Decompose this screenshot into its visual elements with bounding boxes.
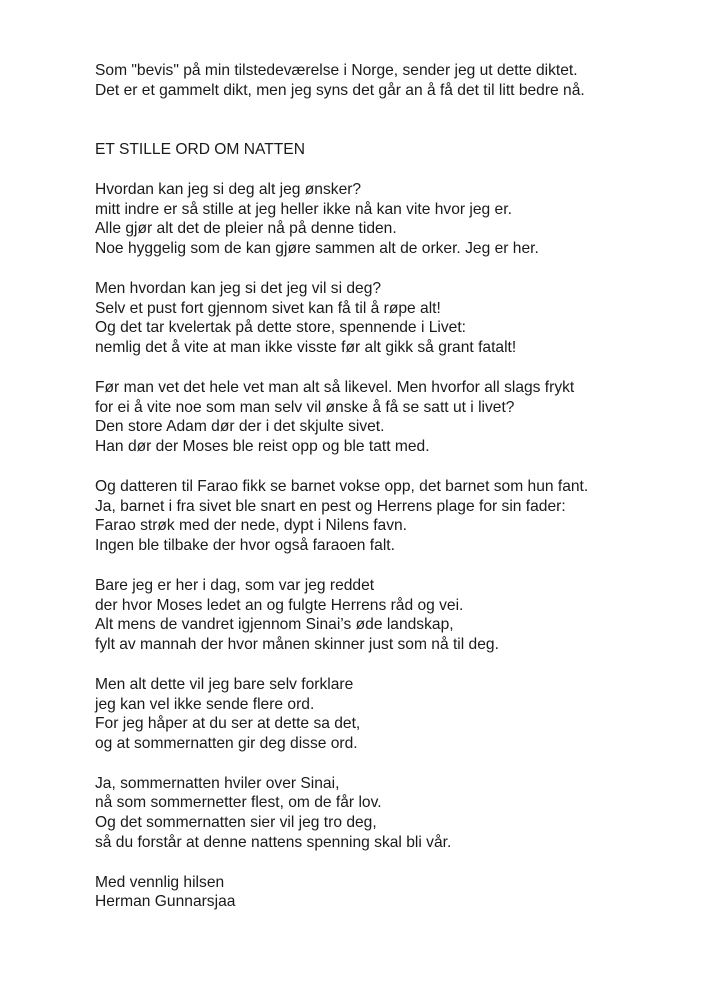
document-page [95, 61, 695, 912]
poem-line: Før man vet det hele vet man alt så likevel. Men hvorfor all slags frykt [95, 378, 575, 396]
stanza-2 [95, 279, 695, 358]
poem-line: Farao strøk med der nede, dypt i Nilens favn. [95, 517, 408, 535]
poem-line: Ingen ble tilbake der hvor også faraoen falt. [95, 537, 395, 555]
poem-line: For jeg håper at du ser at dette sa det, [95, 715, 361, 733]
poem-line: for ei å vite noe som man selv vil ønske å få se satt ut i livet? [95, 398, 515, 416]
signoff: Med vennlig hilsen [95, 873, 225, 891]
poem-line: og at sommernatten gir deg disse ord. [95, 735, 358, 753]
poem-line: nå som sommernetter flest, om de får lov. [95, 794, 382, 812]
poem-line: Og det sommernatten sier vil jeg tro deg, [95, 814, 377, 832]
stanza-5 [95, 576, 695, 655]
poem-line: Og datteren til Farao fikk se barnet vokse opp, det barnet som hun fant. [95, 477, 589, 495]
poem-line: Noe hyggelig som de kan gjøre sammen alt de orker. Jeg er her. [95, 240, 539, 258]
poem-line: Bare jeg er her i dag, som var jeg reddet [95, 576, 375, 594]
poem-line: Hvordan kan jeg si deg alt jeg ønsker? [95, 180, 362, 198]
poem-line: Selv et pust fort gjennom sivet kan få til å røpe alt! [95, 299, 441, 317]
poem-line: Han dør der Moses ble reist opp og ble tatt med. [95, 438, 430, 456]
poem-line: nemlig det å vite at man ikke visste før alt gikk så grant fatalt! [95, 339, 517, 357]
intro-line: Som "bevis" på min tilstedeværelse i Norge, sender jeg ut dette diktet. [95, 62, 578, 79]
poem-line: Den store Adam dør der i det skjulte sivet. [95, 418, 385, 436]
intro-line: Det er et gammelt dikt, men jeg syns det går an å få det til litt bedre nå. [95, 81, 585, 99]
poem-line: mitt indre er så stille at jeg heller ikke nå kan vite hvor jeg er. [95, 200, 512, 218]
poem-line: Men hvordan kan jeg si det jeg vil si deg? [95, 279, 382, 297]
poem-line: Men alt dette vil jeg bare selv forklare [95, 675, 354, 693]
poem-line: Og det tar kvelertak på dette store, spennende i Livet: [95, 319, 467, 337]
poem-line: Alt mens de vandret igjennom Sinai’s øde landskap, [95, 616, 454, 634]
stanza-3 [95, 378, 695, 457]
poem-line: så du forstår at denne nattens spenning skal bli vår. [95, 834, 452, 852]
stanza-1 [95, 180, 695, 259]
poem-line: fylt av mannah der hvor månen skinner just som nå til deg. [95, 636, 499, 654]
intro-paragraph [95, 61, 695, 101]
poem-line: Alle gjør alt det de pleier nå på denne tiden. [95, 220, 397, 238]
poem-line: jeg kan vel ikke sende flere ord. [95, 695, 315, 713]
poem-line: der hvor Moses ledet an og fulgte Herrens råd og vei. [95, 596, 464, 614]
poem-line: Ja, barnet i fra sivet ble snart en pest og Herrens plage for sin fader: [95, 497, 566, 515]
poem-title: ET STILLE ORD OM NATTEN [95, 141, 305, 159]
poem-line: Ja, sommernatten hviler over Sinai, [95, 774, 340, 792]
closing [95, 873, 695, 913]
stanza-7 [95, 774, 695, 853]
stanza-4 [95, 477, 695, 556]
stanza-6 [95, 675, 695, 754]
signature: Herman Gunnarsjaa [95, 893, 236, 911]
